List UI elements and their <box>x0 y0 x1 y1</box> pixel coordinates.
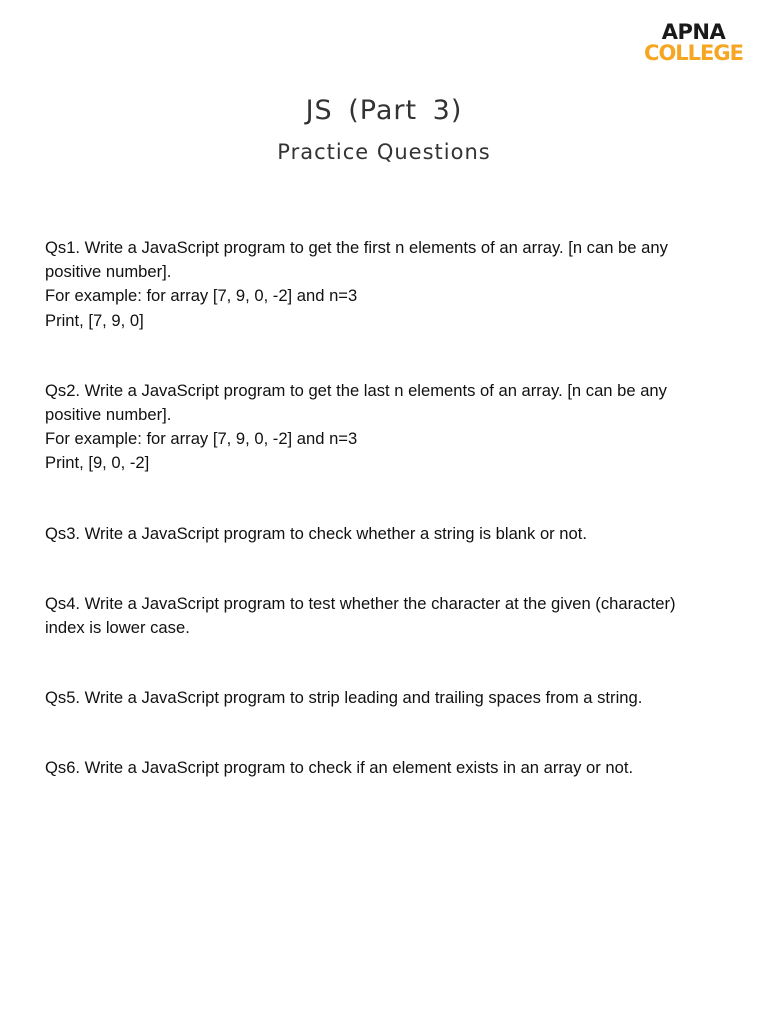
question-line: positive number]. <box>45 405 172 425</box>
question-line: positive number]. <box>45 262 172 282</box>
question-line: Print, [9, 0, -2] <box>45 453 150 473</box>
question-line: Qs5. Write a JavaScript program to strip leading and trailing spaces from a string. <box>45 688 643 708</box>
question-6 <box>45 756 735 780</box>
question-line: Qs6. Write a JavaScript program to check if an element exists in an array or not. <box>45 758 634 778</box>
question-2 <box>45 379 735 476</box>
question-line: Qs4. Write a JavaScript program to test whether the character at the given (character) <box>45 593 676 613</box>
logo-text-apna: APNA <box>661 20 726 44</box>
question-list <box>45 236 735 827</box>
question-4 <box>45 592 735 640</box>
apna-college-logo <box>644 22 743 64</box>
question-line: index is lower case. <box>45 618 190 638</box>
question-line: Qs3. Write a JavaScript program to check whether a string is blank or not. <box>45 523 587 543</box>
question-3 <box>45 522 735 546</box>
question-line: For example: for array [7, 9, 0, -2] and n=3 <box>45 286 358 306</box>
page-title: JS (Part 3) <box>305 95 463 126</box>
question-line: Print, [7, 9, 0] <box>45 310 144 330</box>
question-line: For example: for array [7, 9, 0, -2] and n=3 <box>45 429 358 449</box>
question-1 <box>45 236 735 333</box>
page-subtitle: Practice Questions <box>277 140 491 164</box>
question-line: Qs1. Write a JavaScript program to get the first n elements of an array. [n can be any <box>45 238 668 257</box>
logo-text-college: COLLEGE <box>644 41 743 65</box>
question-5 <box>45 686 735 710</box>
question-line: Qs2. Write a JavaScript program to get the last n elements of an array. [n can be any <box>45 380 667 400</box>
